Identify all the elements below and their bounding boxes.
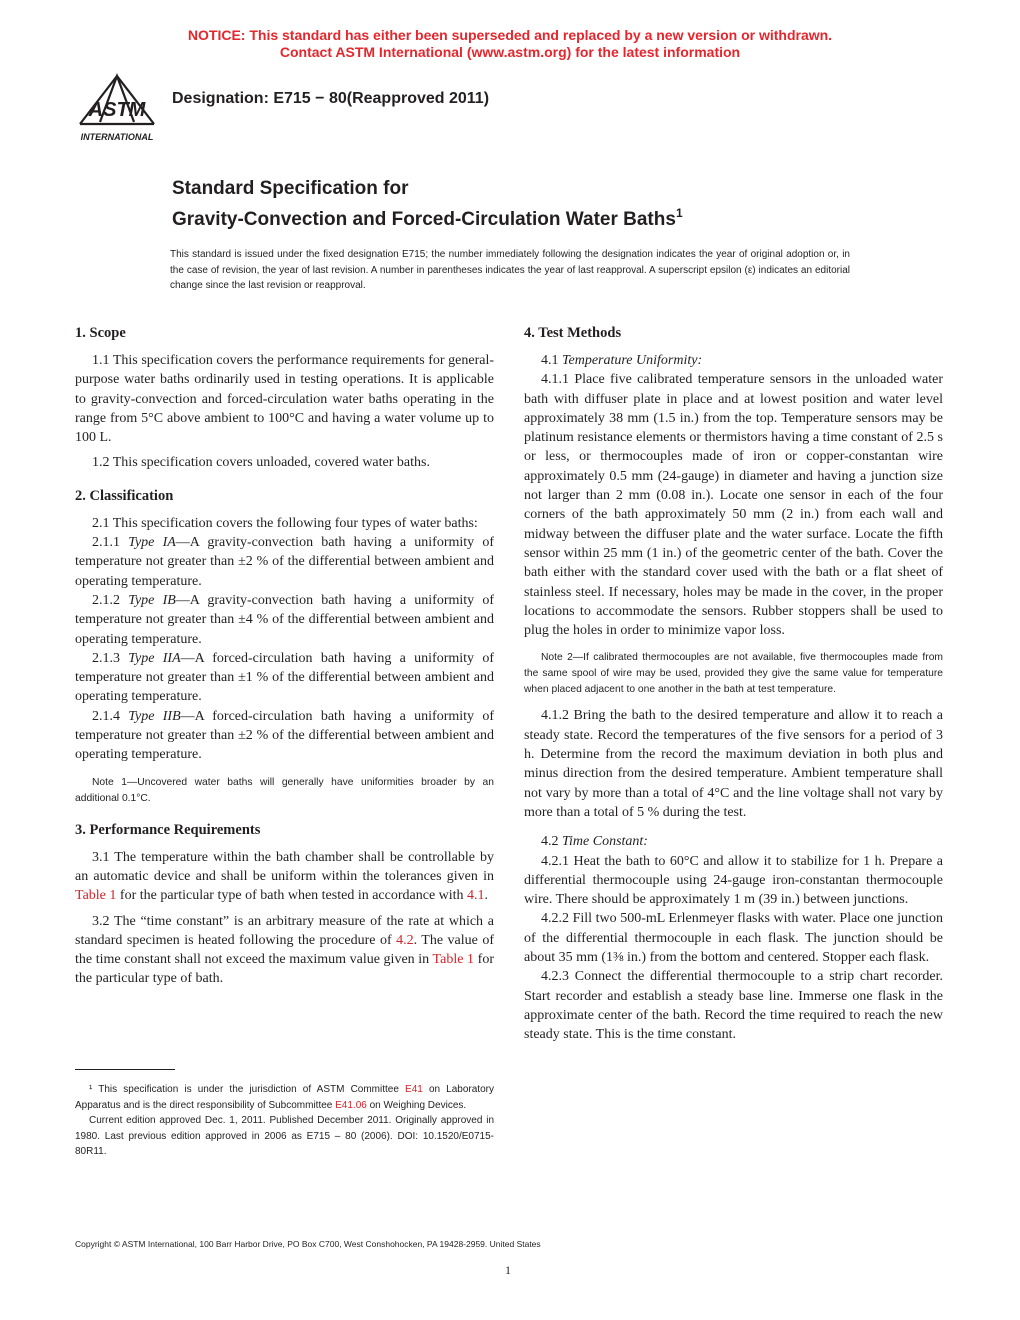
notice-line-1: NOTICE: This standard has either been superseded and replaced by a new version or withdrawn. <box>187 27 833 43</box>
title-line-2 <box>172 201 683 232</box>
paragraph-1-1: 1.1 This specification covers the performance requirements for general-purpose water baths ordinarily used in testing operations. It is applicable to gravity-convection and forced-circulation water baths operating in the range from 5°C above ambient to 100°C and having a water volume up to 100 L. <box>75 353 494 446</box>
subsection-title: Temperature Uniformity: <box>562 353 703 368</box>
paragraph-4-2-1: 4.2.1 Heat the bath to 60°C and allow it to stabilize for 1 h. Prepare a differential thermocouple using 24-gauge iron-constantan thermocouple wire. There should be approximately 1 m (39 in.) between junctions. <box>524 853 943 908</box>
para-number: 4.2 <box>541 834 562 850</box>
para-text: 3.2 The “time constant” is an arbitrary measure of the rate at which a standard specimen is heated following the procedure of <box>75 913 494 948</box>
table-1-link[interactable]: Table 1 <box>75 888 117 904</box>
type-label: Type IIB <box>128 708 181 724</box>
section-4-1-link[interactable]: 4.1 <box>467 888 485 904</box>
section-heading-test-methods: 4. Test Methods <box>524 325 622 341</box>
para-number: 2.1.3 <box>92 650 129 666</box>
footnote-edition: Current edition approved Dec. 1, 2011. Published December 2011. Originally approved in 1980. Last previous edition approved in 2006 as E715 – 80 (2006). DOI: 10.1520/E0715-80R11. <box>75 1115 494 1157</box>
logo-caption: INTERNATIONAL <box>80 132 154 142</box>
type-label: Type IIA <box>128 650 181 666</box>
title-footnote-mark: 1 <box>675 206 683 220</box>
section-classification <box>75 487 494 807</box>
section-4-2-link[interactable]: 4.2 <box>396 932 414 948</box>
paragraph-4-1 <box>524 351 943 370</box>
footnote <box>75 1082 494 1160</box>
section-performance <box>75 821 494 989</box>
paragraph-4-1-1: 4.1.1 Place five calibrated temperature sensors in the unloaded water bath with diffuser plate in place and at lowest position and water level approximately 38 mm (1.5 in.) from the top. Temperature sensors may be platinum resistance elements or thermistors having a time constant of 2.5 s or less, or thermocouples made of iron or copper-constantan wire approximately 0.5 mm (24-gauge) in diameter and having a junction size not larger than 2 mm (0.08 in.). Locate one sensor in each of the four corners of the bath approximately 50 mm (2 in.) from each wall and midway between the diffuser plate and the water surface. Locate the fifth sensor within 25 mm (1 in.) of the geometric center of the bath. Cover the bath either with the standard cover used with the bath or a flat sheet of stainless steel. If necessary, holes may be made in the cover, in the proper locations to accommodate the sensors. Rubber stoppers shall be used to plug the holes in order to minimize vapor loss. <box>524 372 943 639</box>
paragraph-4-1-2: 4.1.2 Bring the bath to the desired temperature and allow it to reach a steady state. Record the temperatures of the five sensors for a period of 3 h. Determine from the record the maximum deviation in both plus and minus direction from the desired temperature. Ambient temperature shall not vary by more than a total of 4°C and the line voltage shall not vary by more than a total of 5 % during the test. <box>524 708 943 820</box>
logo-mark-text: ASTM <box>88 99 146 121</box>
subcommittee-e41-06-link[interactable]: E41.06 <box>335 1099 367 1111</box>
para-text: for the particular type of bath. <box>75 952 494 987</box>
right-column <box>524 324 943 1045</box>
document-title <box>172 176 683 232</box>
section-heading-scope: 1. Scope <box>75 325 126 341</box>
paragraph-4-2 <box>524 832 943 851</box>
title-main: Gravity-Convection and Forced-Circulation Water Baths <box>172 209 676 230</box>
committee-e41-link[interactable]: E41 <box>405 1084 423 1095</box>
para-text: —A gravity-convection bath having a uniformity of temperature not greater than ±2 % of the differential between ambient and operating temperature. <box>75 535 495 589</box>
paragraph-2-1-1 <box>75 533 494 591</box>
subsection-title: Time Constant: <box>562 834 648 850</box>
para-text: . The value of the time constant shall not exceed the maximum value given in <box>75 932 494 968</box>
paragraph-4-2-2: 4.2.2 Fill two 500-mL Erlenmeyer flasks with water. Place one junction of the differential thermocouple in each flask. The junction should be about 35 mm (1⅜ in.) from the bottom and centered. Stopper each flask. <box>524 911 943 966</box>
section-heading-performance: 3. Performance Requirements <box>75 821 261 838</box>
para-number: 4.1 <box>541 353 562 368</box>
paragraph-2-1-3 <box>75 649 494 707</box>
footnote-1 <box>75 1082 494 1113</box>
paragraph-4-2-3: 4.2.3 Connect the differential thermocouple to a strip chart recorder. Start recorder and establish a steady base line. Immerse one flask in the approximate center of the bath. Record the time required to reach the new steady state. This is the time constant. <box>524 969 943 1043</box>
para-text: —A forced-circulation bath having a uniformity of temperature not greater than ±2 % of the differential between ambient and operating temperature. <box>75 708 494 763</box>
paragraph-1-2: 1.2 This specification covers unloaded, covered water baths. <box>92 455 430 471</box>
para-text: . <box>484 888 489 904</box>
type-label: Type IA <box>128 535 176 551</box>
copyright-line: Copyright © ASTM International, 100 Barr Harbor Drive, PO Box C700, West Conshohocken, PA 19428-2959. United States <box>75 1239 541 1249</box>
footnote-text: on Laboratory Apparatus and is the direct responsibility of Subcommittee <box>75 1084 494 1111</box>
note-2: Note 2—If calibrated thermocouples are not available, five thermocouples made from the same spool of wire may be used, provided they give the same value for temperature when placed adjacent to one another in the bath at test temperature. <box>524 652 943 696</box>
title-line-1: Standard Specification for <box>172 178 409 199</box>
astm-logo <box>70 72 164 144</box>
para-text: —A forced-circulation bath having a uniformity of temperature not greater than ±1 % of the differential between ambient and operating temperature. <box>75 650 494 705</box>
supersession-notice <box>0 27 1020 61</box>
para-number: 2.1.2 <box>92 592 129 608</box>
notice-line-2: Contact ASTM International (www.astm.org) for the latest information <box>279 44 741 60</box>
paragraph-3-1 <box>75 848 494 906</box>
designation: Designation: E715 − 80(Reapproved 2011) <box>172 90 490 107</box>
issuance-statement: This standard is issued under the fixed designation E715; the number immediately following the designation indicates the year of original adoption or, in the case of revision, the year of last revision. A number in parentheses indicates the year of last reapproval. A superscript epsilon (ε) indicates an editorial change since the last revision or reapproval. <box>170 249 850 291</box>
paragraph-2-1-4 <box>75 707 494 765</box>
para-number: 2.1.1 <box>92 535 129 551</box>
page-number: 1 <box>505 1263 511 1277</box>
para-text: for the particular type of bath when tested in accordance with <box>116 888 468 904</box>
type-label: Type IB <box>128 592 176 608</box>
paragraph-2-1: 2.1 This specification covers the following four types of water baths: <box>92 515 478 531</box>
section-heading-classification: 2. Classification <box>75 487 174 504</box>
para-number: 2.1.4 <box>92 708 129 724</box>
para-text: 3.1 The temperature within the bath chamber shall be controllable by an automatic device and shall be uniform within the tolerances given in <box>75 849 494 884</box>
paragraph-2-1-2 <box>75 591 494 649</box>
footnote-text: on Weighing Devices. <box>366 1099 467 1111</box>
note-1: Note 1—Uncovered water baths will generally have uniformities broader by an additional 0.1°C. <box>75 776 494 804</box>
footnote-divider <box>75 1069 175 1070</box>
table-1-link[interactable]: Table 1 <box>432 952 475 968</box>
left-column <box>75 324 494 989</box>
footnote-text: ¹ This specification is under the jurisdiction of ASTM Committee <box>89 1084 406 1095</box>
paragraph-3-2 <box>75 912 494 989</box>
para-text: —A gravity-convection bath having a uniformity of temperature not greater than ±4 % of the differential between ambient and operating temperature. <box>75 592 495 647</box>
